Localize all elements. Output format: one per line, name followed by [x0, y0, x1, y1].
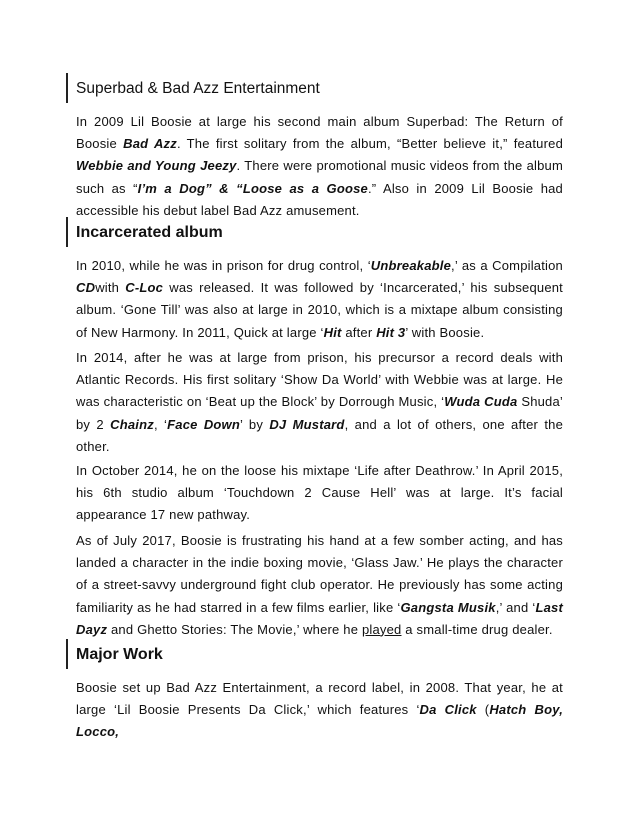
paragraph [76, 530, 563, 641]
emphasis-text: Wuda Cuda [444, 394, 518, 410]
body-text: ’ by [240, 416, 270, 432]
body-text: In 2010, while he was in prison for drug control, ‘ [76, 258, 371, 273]
paragraph [76, 347, 563, 458]
body-text: . There were promotional music videos from the album such as “ [76, 158, 563, 196]
emphasis-text: CD [76, 280, 96, 296]
section-heading-text: Incarcerated album [76, 224, 223, 241]
emphasis-text: Da Click [419, 702, 477, 718]
body-text: . The first solitary from the album, “Better believe it,” featured [176, 136, 563, 152]
body-text: In 2009 Lil Boosie at large his second main album Superbad: The Return of Boosie [76, 114, 563, 152]
body-text: , and a lot of others, one after the other. [76, 416, 564, 454]
body-text: , ‘ [153, 416, 168, 432]
emphasis-text: Hit 3 [376, 324, 406, 340]
underlined-text: played [361, 621, 402, 637]
emphasis-text: Webbie and Young Jeezy [76, 158, 237, 174]
section-heading-text: Major Work [76, 646, 163, 663]
emphasis-text: Chainz [110, 416, 154, 432]
body-text: .” Also in 2009 Lil Boosie had accessible his debut label Bad Azz amusement. [76, 180, 563, 218]
body-text: ,’ as a Compilation [451, 258, 563, 273]
body-text: As of July 2017, Boosie is frustrating his hand at a few somber acting, and has landed a character in the indie boxing movie, ‘Glass Jaw.’ He plays the character of a street-savvy underground fight club operator. He previously has some acting familiarity as he had starred in a few films earlier, like ‘ [76, 533, 563, 615]
body-text: ’ with Boosie. [405, 324, 485, 340]
body-text: a small-time drug dealer. [401, 621, 553, 637]
paragraph [76, 460, 563, 527]
emphasis-text: C-Loc [125, 280, 164, 296]
emphasis-text: Hatch Boy, Locco, [76, 702, 564, 740]
section-heading-superbad [66, 73, 320, 103]
section-heading-incarcerated [66, 217, 223, 247]
section-heading-major-work [66, 639, 163, 669]
body-text: after [341, 324, 377, 340]
paragraph [76, 255, 563, 344]
body-text: Shuda’ by 2 [76, 394, 563, 432]
emphasis-text: I’m a Dog” & “Loose as a Goose [137, 180, 368, 196]
emphasis-text: Bad Azz [123, 136, 177, 152]
body-text: ( [476, 702, 490, 718]
emphasis-text: DJ Mustard [269, 416, 345, 432]
body-text: In October 2014, he on the loose his mixtape ‘Life after Deathrow.’ In April 2015, his 6th studio album ‘Touchdown 2 Cause Hell’ was at large. It’s facial appearance 17 new pathway. [76, 463, 563, 523]
emphasis-text: Gangsta Musik [400, 599, 496, 615]
body-text: In 2014, after he was at large from prison, his precursor a record deals with Atlantic Records. His first solitary ‘Show Da World’ with Webbie was at large. He was characteristic on ‘Beat up the Block’ by Dorrough Music, ‘ [76, 350, 563, 410]
paragraph [76, 111, 563, 222]
body-text: ,’ and ‘ [495, 599, 536, 615]
paragraph [76, 677, 563, 744]
emphasis-text: Unbreakable [370, 258, 452, 273]
body-text: was released. It was followed by ‘Incarcerated,’ his subsequent album. ‘Gone Till’ was also at large in 2010, which is a mixtape album consisting of New Harmony. In 2011, Quick at large ‘ [76, 280, 563, 340]
emphasis-text: Hit [323, 324, 342, 340]
emphasis-text: Last Dayz [76, 599, 563, 637]
emphasis-text: Face Down [167, 416, 241, 432]
body-text: Boosie set up Bad Azz Entertainment, a record label, in 2008. That year, he at large ‘Lil Boosie Presents Da Click,’ which features ‘ [76, 680, 563, 718]
body-text: and Ghetto Stories: The Movie,’ where he [107, 621, 362, 637]
body-text: with [95, 280, 126, 296]
section-heading-text: Superbad & Bad Azz Entertainment [76, 80, 320, 97]
